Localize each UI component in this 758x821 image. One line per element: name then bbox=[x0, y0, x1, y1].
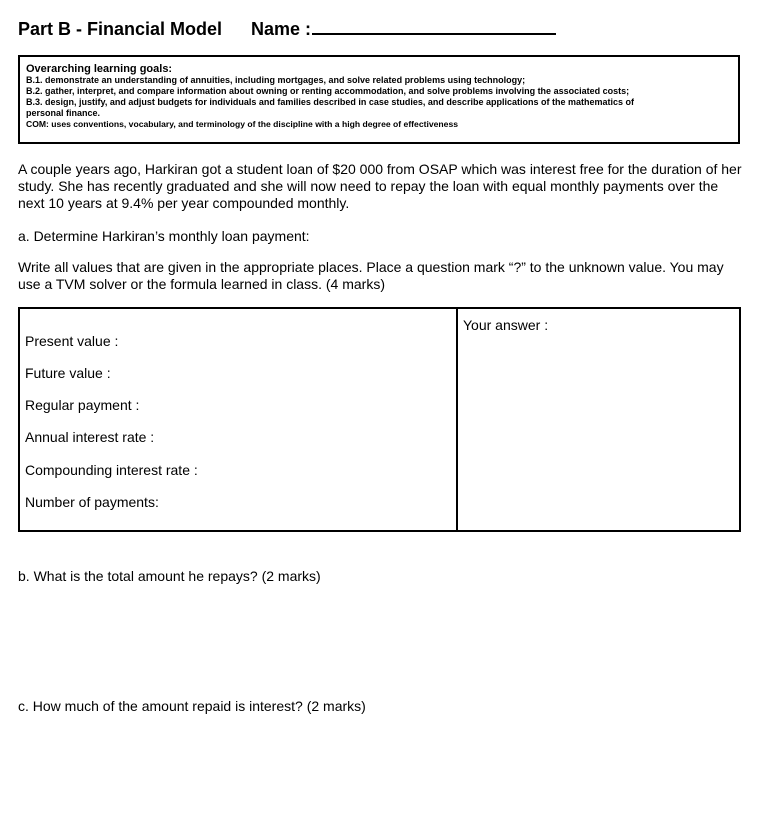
question-c: c. How much of the amount repaid is interest? (2 marks) bbox=[18, 698, 366, 714]
page-header bbox=[18, 19, 556, 40]
learning-goals-title: Overarching learning goals: bbox=[26, 63, 173, 75]
goal-b3: B.3. design, justify, and adjust budgets for individuals and families described in case studies, and describe applications of the mathematics of bbox=[26, 97, 634, 107]
learning-goals-box bbox=[18, 55, 740, 144]
answer-table bbox=[18, 307, 741, 532]
page-title: Part B - Financial Model bbox=[18, 19, 223, 39]
field-future-value: Future value : bbox=[25, 365, 111, 381]
instructions: Write all values that are given in the appropriate places. Place a question mark “?” to the unknown value. You may use a TVM solver or the formula learned in class. (4 marks) bbox=[18, 259, 724, 292]
goal-b1: B.1. demonstrate an understanding of annuities, including mortgages, and solve related problems using technology; bbox=[26, 75, 526, 85]
field-compounding-interest-rate: Compounding interest rate : bbox=[25, 462, 198, 478]
question-b: b. What is the total amount he repays? (2 marks) bbox=[18, 568, 321, 584]
goal-com: COM: uses conventions, vocabulary, and terminology of the discipline with a high degree of effectiveness bbox=[26, 119, 458, 129]
table-divider bbox=[456, 309, 458, 530]
name-label: Name : bbox=[251, 19, 312, 39]
field-regular-payment: Regular payment : bbox=[25, 397, 140, 413]
goal-b2: B.2. gather, interpret, and compare information about owning or renting accommodation, and solve problems involving the associated costs; bbox=[26, 86, 630, 96]
field-annual-interest-rate: Annual interest rate : bbox=[25, 429, 155, 445]
name-blank-line[interactable] bbox=[312, 19, 556, 35]
field-present-value: Present value : bbox=[25, 333, 119, 349]
question-a: a. Determine Harkiran’s monthly loan payment: bbox=[18, 228, 310, 244]
goal-b3-continued: personal finance. bbox=[26, 108, 101, 118]
field-number-of-payments: Number of payments: bbox=[25, 494, 159, 510]
your-answer-label: Your answer : bbox=[463, 317, 549, 333]
problem-intro: A couple years ago, Harkiran got a student loan of $20 000 from OSAP which was interest free for the duration of her study. She has recently graduated and she will now need to repay the loan with equal monthly payments over the next 10 years at 9.4% per year compounded monthly. bbox=[18, 161, 742, 211]
